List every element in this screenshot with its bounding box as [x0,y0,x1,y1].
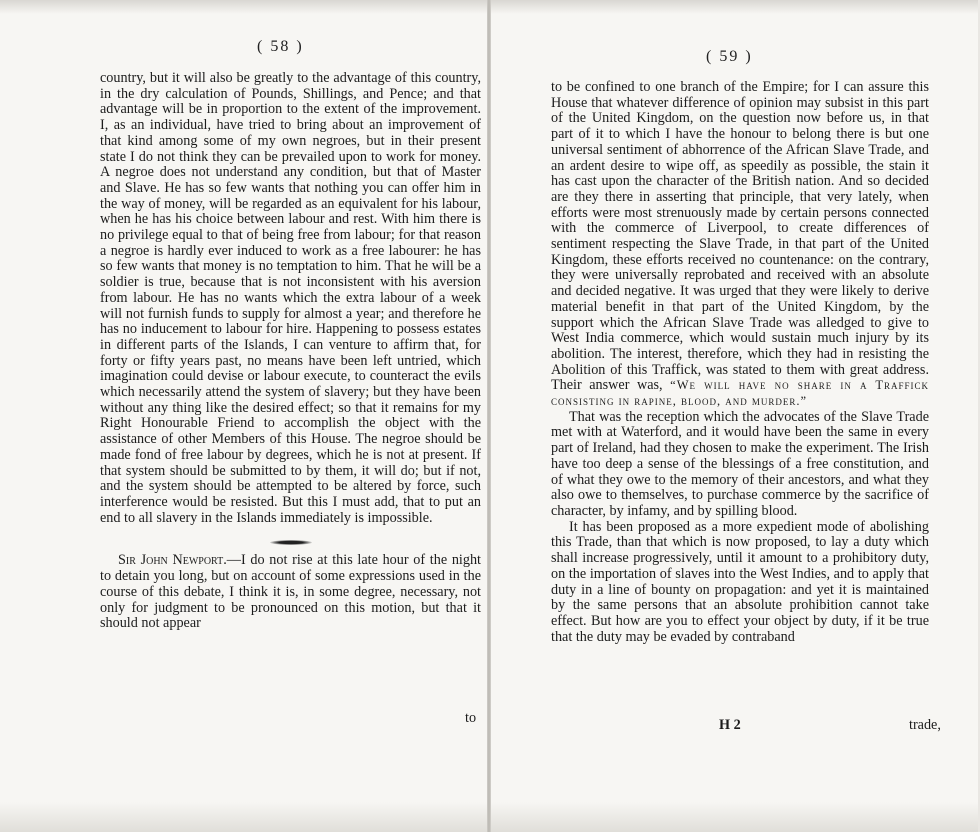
speaker-name: Sir John Newport. [118,552,227,569]
page-edge-bottom [0,802,487,832]
page-number: ( 58 ) [257,38,304,55]
page-edge-bottom [491,802,978,832]
paragraph [100,553,481,632]
paragraph: It has been proposed as a more expedient mode of abolishing this Trade, than that which is now proposed, to lay a duty which shall increase progressively, until it amount to a prohibitory duty, on the importation of slaves into the West Indies, and to apply that duty in a line of bounty on propagation: and yet it is maintained by the same persons that an absolute prohibition cannot take effect. But how are you to effect your object by duty, if it be true that the duty may be evaded by contraband [551,518,929,645]
catchword: trade, [909,717,941,733]
page-edge-top [0,0,487,14]
left-page [0,0,487,832]
page-edge-top [491,0,978,14]
right-page-body [551,80,929,645]
paragraph: That was the reception which the advocates of the Slave Trade met with at Waterford, and it would have been the same in every part of Ireland, had they chosen to make the experiment. The Irish have too deep a sense of the blessings of a free constitution, and of what they owe to the memory of their ancestors, and what they also owe to themselves, to purchase commerce by the sacrifice of character, by infamy, and by spilling blood. [551,408,929,519]
page-number: ( 59 ) [706,48,753,65]
right-page [491,0,978,832]
paragraph-text: to be confined to one branch of the Empire; for I can assure this House that whatever difference of opinion may subsist in this part of the United Kingdom, on the question now before us, in that part of it to which I have the honour to belong there is but one universal sentiment of abhorrence of the African Slave Trade, and an ardent desire to wipe off, as speedily as possible, the stain it has cast upon the character of the British nation. And so decided are they there in asserting that principle, that very lately, when efforts were most strenuously made by certain persons connected with the commerce of Liverpool, to create differences of sentiment respecting the Slave Trade, in that part of the United Kingdom, these efforts received no countenance: on the contrary, they were universally reprobated and received with an absolute and decided negative. It was urged that they were likely to derive material benefit in that part of the United Kingdom, by the support which the African Slave Trade was alledged to give to West India commerce, which would sustain much injury by its abolition. The interest, therefore, which they had in resisting the Abolition of this Traffick, was stated to them with great address. Their answer was, [551,79,929,394]
catchword: to [465,710,477,726]
quotation: “We will have no share in a Traffick consisting in rapine, blood, and murder.” [551,378,930,409]
section-divider [270,540,312,545]
paragraph [551,80,929,410]
speech-text: —I do not rise at this late hour of the night to detain you long, but on account of some expressions used in the course of this debate, I think it is, in some degree, necessary, not only for judgment to be pronounced on this motion, but that it should not appear [100,552,481,632]
paragraph: country, but it will also be greatly to the advantage of this country, in the dry calculation of Pounds, Shillings, and Pence; and that advantage will be in proportion to the extent of the improvement. I, as an individual, have tried to bring about an improvement of that kind among some of my own negroes, but in their present state I do not think they can be prevailed upon to work for money. A negroe does not understand any condition, but that of Master and Slave. He has so few wants that nothing you can offer him in the way of money, will be regarded as an equivalent for his labour, when he has his choice between labour and rest. With him there is no privilege equal to that of being free from labour; for that reason a negroe is hardly ever induced to work as a free labourer: he has so few wants that money is no temptation to him. That he will be a soldier is true, because that is not inconsistent with his aversion from labour. He has no wants which the extra labour of a week will not furnish funds to supply for almost a year; and therefore he has no inducement to labour for hire. Happening to possess estates in different parts of the Islands, I can venture to affirm that, for forty or fifty years past, no means have been left untried, which imagination could devise or labour execute, to counteract the evils which necessarily attend the system of slavery; but they have been without any thing like the desired effect; so that it remains for my Right Honourable Friend to accomplish the object with the assistance of other Members of this House. The negroe should be made fond of free labour by degrees, which he is not at present. If that system should be submitted to by them, it will do; but if not, and the system should be attempted to be altered by force, such interference would be resisted. But this I must add, that to put an end to all slavery in the Islands immediately is impossible. [100,70,481,526]
signature-mark: H 2 [719,717,741,733]
left-page-body [100,71,481,632]
